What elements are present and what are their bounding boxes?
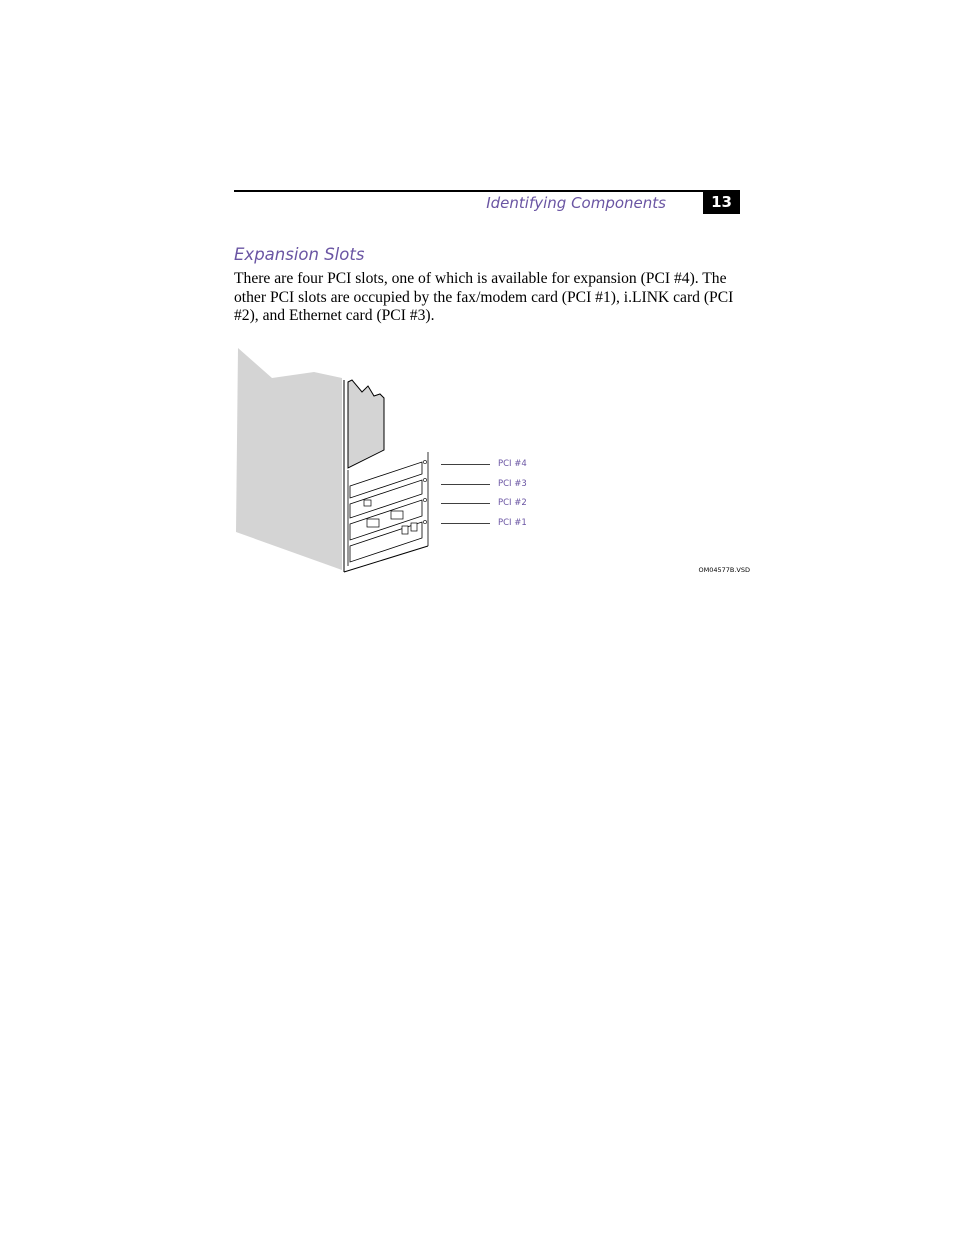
ilink-port-2 (391, 511, 403, 519)
pci-slots-figure (230, 340, 750, 580)
slot-screw-1 (423, 520, 426, 523)
slot-screw-4 (423, 460, 426, 463)
header-rule (234, 190, 740, 192)
running-head: Identifying Components (486, 194, 666, 212)
modem-port-1 (402, 526, 408, 534)
figure-id: OM04577B.VSD (698, 566, 750, 574)
ilink-port-1 (367, 519, 379, 527)
computer-rear-illustration (230, 340, 750, 580)
modem-port-2 (411, 523, 417, 531)
slot-screw-3 (423, 478, 426, 481)
ethernet-port (364, 500, 371, 506)
page-number: 13 (703, 190, 740, 214)
callout-pci-3: PCI #3 (498, 479, 527, 489)
upper-opening (348, 380, 384, 468)
callout-pci-2: PCI #2 (498, 498, 527, 508)
body-paragraph: There are four PCI slots, one of which is available for expansion (PCI #4). The other PCI slots are occupied by the fax/modem card (PCI #1), i.LINK card (PCI #2), and Ethernet card (PCI #3). (234, 270, 734, 325)
section-title: Expansion Slots (234, 245, 365, 264)
callout-pci-4: PCI #4 (498, 459, 527, 469)
callout-pci-1: PCI #1 (498, 518, 527, 528)
case-side-panel (236, 348, 342, 570)
slot-screw-2 (423, 498, 426, 501)
